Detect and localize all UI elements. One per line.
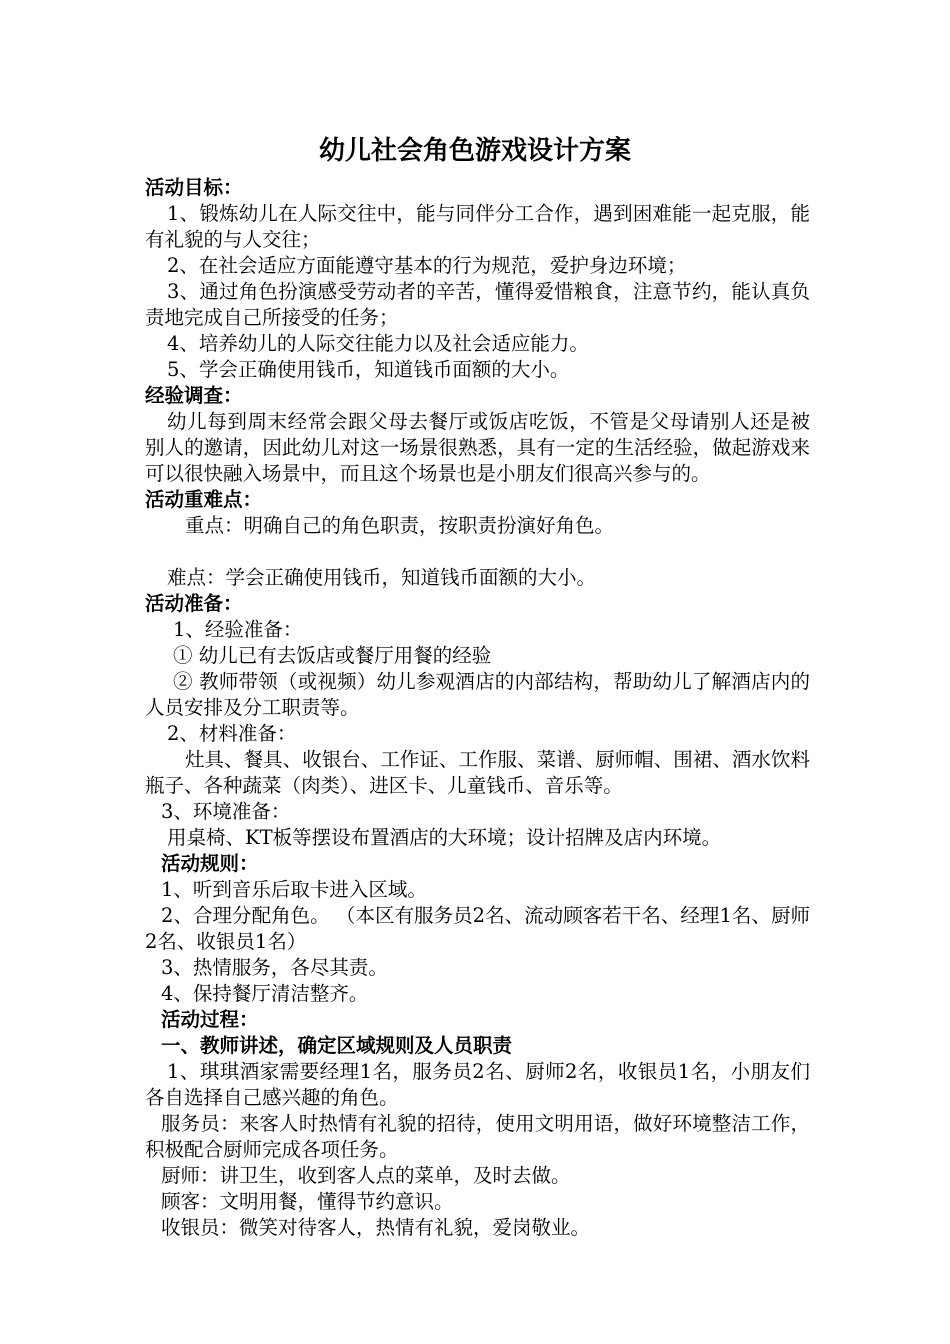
blank-line (145, 539, 810, 565)
section-heading: 活动过程： (161, 1008, 259, 1031)
paragraph: 2、材料准备： (167, 722, 297, 745)
section-heading: 活动规则： (161, 852, 259, 875)
paragraph: 厨师：讲卫生，收到客人点的菜单，及时去做。 (161, 1164, 571, 1187)
section-heading: 活动重难点： (145, 488, 263, 511)
paragraph: 重点：明确自己的角色职责，按职责扮演好角色。 (185, 514, 615, 537)
document-body (145, 175, 810, 1241)
paragraph: 3、环境准备： (161, 800, 291, 823)
paragraph: ① 幼儿已有去饭店或餐厅用餐的经验 (173, 644, 492, 667)
paragraph: 收银员：微笑对待客人，热情有礼貌，爱岗敬业。 (161, 1216, 591, 1239)
paragraph: ② 教师带领（或视频）幼儿参观酒店的内部结构，帮助幼儿了解酒店内的人员安排及分工职责等。 (145, 670, 810, 719)
section-heading: 活动准备： (145, 592, 243, 615)
paragraph: 幼儿每到周末经常会跟父母去餐厅或饭店吃饭，不管是父母请别人还是被别人的邀请，因此幼儿对这一场景很熟悉，具有一定的生活经验，做起游戏来可以很快融入场景中，而且这个场景也是小朋友们很高兴参与的。 (145, 410, 810, 485)
paragraph: 顾客：文明用餐，懂得节约意识。 (161, 1190, 454, 1213)
paragraph: 3、热情服务，各尽其责。 (161, 956, 388, 979)
paragraph: 2、合理分配角色。 （本区有服务员2名、流动顾客若干名、经理1名、厨师2名、收银员1名） (145, 904, 810, 953)
paragraph: 难点：学会正确使用钱币，知道钱币面额的大小。 (167, 566, 597, 589)
paragraph: 4、培养幼儿的人际交往能力以及社会适应能力。 (167, 332, 589, 355)
paragraph: 1、锻炼幼儿在人际交往中，能与同伴分工合作，遇到困难能一起克服，能有礼貌的与人交往； (145, 202, 810, 251)
paragraph: 3、通过角色扮演感受劳动者的辛苦，懂得爱惜粮食，注意节约，能认真负责地完成自己所接受的任务； (145, 280, 810, 329)
document-title: 幼儿社会角色游戏设计方案 (318, 136, 631, 166)
paragraph: 服务员：来客人时热情有礼貌的招待，使用文明用语，做好环境整洁工作，积极配合厨师完成各项任务。 (145, 1112, 810, 1161)
paragraph: 2、在社会适应方面能遵守基本的行为规范，爱护身边环境； (167, 254, 687, 277)
section-heading: 一、教师讲述，确定区域规则及人员职责 (161, 1034, 513, 1057)
section-heading: 活动目标： (145, 176, 243, 199)
paragraph: 1、听到音乐后取卡进入区域。 (161, 878, 427, 901)
paragraph: 1、琪琪酒家需要经理1名，服务员2名、厨师2名，收银员1名，小朋友们各自选择自己感兴趣的角色。 (145, 1060, 810, 1109)
paragraph: 灶具、餐具、收银台、工作证、工作服、菜谱、厨师帽、围裙、酒水饮料瓶子、各种蔬菜（肉类）、进区卡、儿童钱币、音乐等。 (145, 748, 810, 797)
paragraph: 用桌椅、KT板等摆设布置酒店的大环境；设计招牌及店内环境。 (167, 826, 722, 849)
paragraph: 4、保持餐厅清洁整齐。 (161, 982, 369, 1005)
paragraph: 5、学会正确使用钱币，知道钱币面额的大小。 (167, 358, 570, 381)
section-heading: 经验调查： (145, 384, 243, 407)
paragraph: 1、经验准备： (173, 618, 303, 641)
